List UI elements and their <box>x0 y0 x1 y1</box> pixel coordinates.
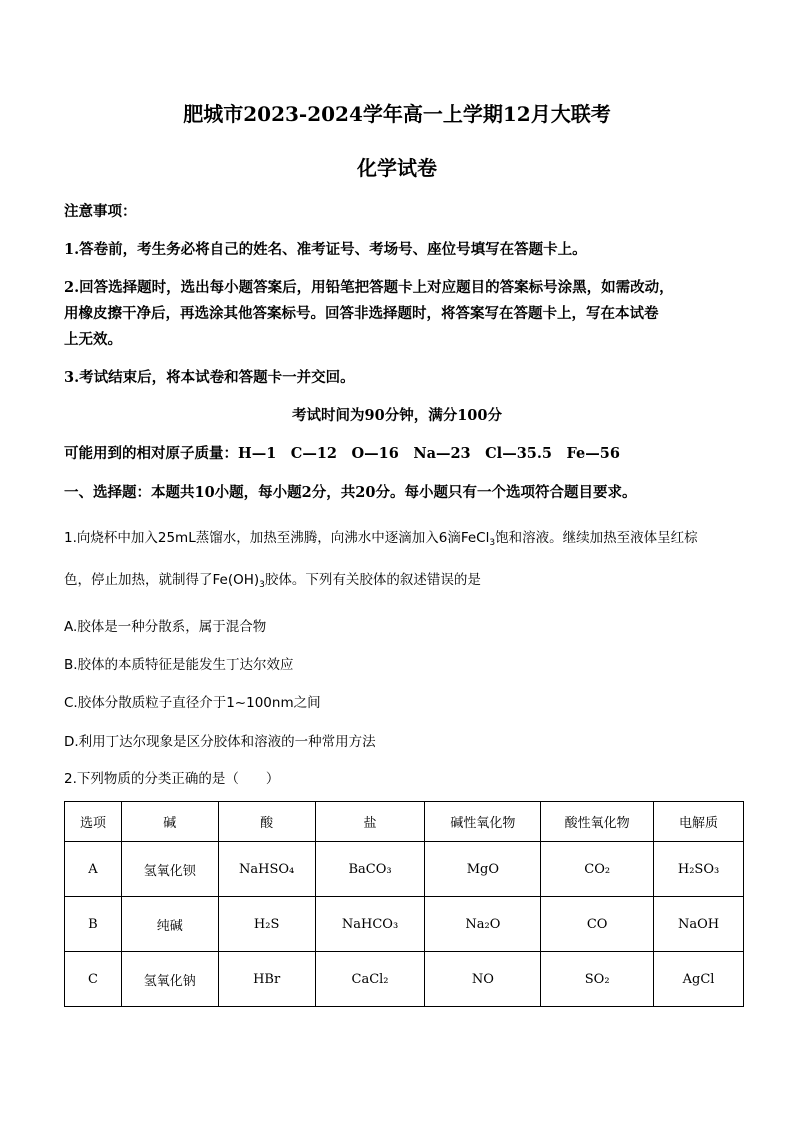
notice-item-1: 1.答卷前，考生务必将自己的姓名、准考证号、考场号、座位号填写在答题卡上。 <box>64 241 587 258</box>
header-cell: 电解质 <box>654 802 744 842</box>
notice-item-2-line-1: 2.回答选择题时，选出每小题答案后，用铅笔把答题卡上对应题目的答案标号涂黑，如需改动， <box>64 279 674 296</box>
classification-table <box>64 801 744 1007</box>
notice-item-2-line-2: 用橡皮擦干净后，再选涂其他答案标号。回答非选择题时，将答案写在答题卡上，写在本试卷 <box>64 305 659 322</box>
notice-item-2-line-3: 上无效。 <box>64 331 122 348</box>
table-row <box>65 897 744 952</box>
atomic-masses: 可能用到的相对原子质量：H—1 C—12 O—16 Na—23 Cl—35.5 Fe—56 <box>64 445 620 462</box>
question-1-option-b: B.胶体的本质特征是能发生丁达尔效应 <box>64 657 294 673</box>
table-cell: 纯碱 <box>121 897 218 952</box>
header-cell: 酸性氧化物 <box>541 802 654 842</box>
table-cell: CO <box>541 897 654 952</box>
table-cell: NO <box>425 952 541 1007</box>
question-1-option-a: A.胶体是一种分散系，属于混合物 <box>64 619 267 635</box>
table-cell: NaHCO₃ <box>315 897 425 952</box>
table-cell: 氢氧化钡 <box>121 842 218 897</box>
table-cell: HBr <box>218 952 315 1007</box>
table-cell: H₂SO₃ <box>654 842 744 897</box>
table-cell: Na₂O <box>425 897 541 952</box>
question-1-line-2: 色，停止加热，就制得了$Fe(OH)_3$胶体。下列有关胶体的叙述错误的是 <box>64 572 481 590</box>
exam-title: 肥城市2023-2024学年高一上学期12月大联考 <box>183 102 611 126</box>
table-row <box>65 842 744 897</box>
table-cell: AgCl <box>654 952 744 1007</box>
question-1-option-c: C.胶体分散质粒子直径介于1~100nm之间 <box>64 695 321 711</box>
table-header-row <box>65 802 744 842</box>
table-row <box>65 952 744 1007</box>
table-cell: MgO <box>425 842 541 897</box>
table-cell: NaOH <box>654 897 744 952</box>
exam-subtitle: 化学试卷 <box>357 156 437 180</box>
header-cell: 碱 <box>121 802 218 842</box>
table-cell: 氢氧化钠 <box>121 952 218 1007</box>
table-cell: CaCl₂ <box>315 952 425 1007</box>
exam-info: 考试时间为90分钟，满分100分 <box>292 407 502 424</box>
notice-item-3: 3.考试结束后，将本试卷和答题卡一并交回。 <box>64 369 355 386</box>
table-cell: BaCO₃ <box>315 842 425 897</box>
notice-heading: 注意事项： <box>64 203 137 220</box>
table-cell: H₂S <box>218 897 315 952</box>
table-cell: A <box>65 842 122 897</box>
question-1-line-1: 1.向烧杯中加入25mL蒸馏水，加热至沸腾，向沸水中逐滴加入6滴FeCl$_3$饱和溶液。继续加热至液体呈红棕 <box>64 530 698 548</box>
table-cell: B <box>65 897 122 952</box>
table-cell: CO₂ <box>541 842 654 897</box>
question-2-stem: 2.下列物质的分类正确的是（ ） <box>64 771 280 787</box>
header-cell: 碱性氧化物 <box>425 802 541 842</box>
header-cell: 酸 <box>218 802 315 842</box>
section-1-heading: 一、选择题：本题共10小题，每小题2分，共20分。每小题只有一个选项符合题目要求。 <box>64 484 637 501</box>
table-cell: C <box>65 952 122 1007</box>
question-1-option-d: D.利用丁达尔现象是区分胶体和溶液的一种常用方法 <box>64 734 376 750</box>
header-cell: 选项 <box>65 802 122 842</box>
header-cell: 盐 <box>315 802 425 842</box>
table-cell: NaHSO₄ <box>218 842 315 897</box>
table-cell: SO₂ <box>541 952 654 1007</box>
